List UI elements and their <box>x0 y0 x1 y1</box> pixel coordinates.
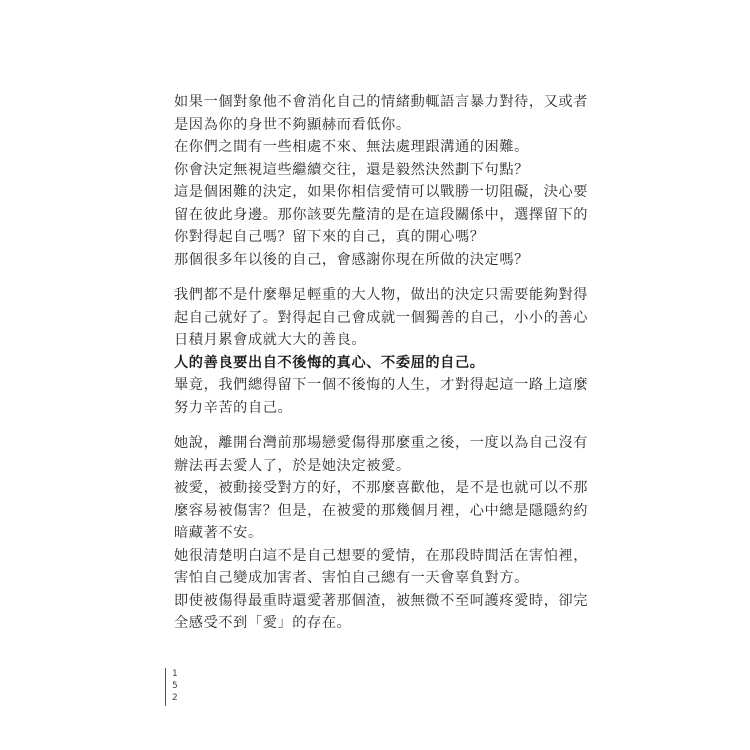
text-line: 我們都不是什麼舉足輕重的大人物，做出的決定只需要能夠對得 <box>174 287 589 303</box>
text-line: 努力辛苦的自己。 <box>174 399 293 416</box>
text-line: 那個很多年以後的自己，會感謝你現在所做的決定嗎？ <box>174 251 529 268</box>
text-line: 即使被傷得最重時還愛著那個渣，被無微不至呵護疼愛時，卻完 <box>174 592 589 609</box>
text-line: 在你們之間有一些相處不來、無法處理跟溝通的困難。 <box>174 139 529 155</box>
text-line: 如果一個對象他不會消化自己的情緒動輒語言暴力對待，又或者 <box>174 94 589 110</box>
text-line: 你對得起自己嗎？留下來的自己，真的開心嗎？ <box>174 229 485 245</box>
text-line: 害怕自己變成加害者、害怕自己總有一天會辜負對方。 <box>174 570 529 586</box>
paragraph <box>174 284 594 419</box>
page-number <box>165 668 186 706</box>
text-line: 這是個困難的決定，如果你相信愛情可以戰勝一切阻礙，決心要 <box>174 184 589 200</box>
paragraph <box>174 432 594 635</box>
text-line: 被愛，被動接受對方的好，不那麼喜歡他，是不是也就可以不那 <box>174 480 589 496</box>
page-number-digit: 5 <box>172 681 178 691</box>
text-line: 起自己就好了。對得起自己會成就一個獨善的自己，小小的善心 <box>174 309 589 326</box>
text-line: 日積月累會成就大大的善良。 <box>174 332 367 348</box>
text-line: 她很清楚明白這不是自己想要的愛情，在那段時間活在害怕裡， <box>174 547 589 564</box>
text-line: 辦法再去愛人了，於是她決定被愛。 <box>174 457 411 474</box>
paragraph <box>174 91 594 271</box>
body-text <box>174 91 594 648</box>
text-line: 暗藏著不安。 <box>174 525 263 541</box>
text-line: 留在彼此身邊。那你該要先釐清的是在這段關係中，選擇留下的 <box>174 206 589 223</box>
text-line: 麼容易被傷害？但是，在被愛的那幾個月裡，心中總是隱隱約約 <box>174 502 589 519</box>
text-line: 畢竟，我們總得留下一個不後悔的人生，才對得起這一路上這麼 <box>174 377 589 393</box>
text-line: 她說，離開台灣前那場戀愛傷得那麼重之後，一度以為自己沒有 <box>174 435 589 451</box>
page-number-digit: 1 <box>172 669 178 679</box>
text-line: 是因為你的身世不夠顯赫而看低你。 <box>174 116 411 133</box>
text-line: 你會決定無視這些繼續交往，還是毅然決然劃下句點？ <box>174 161 529 178</box>
text-line: 全感受不到「愛」的存在。 <box>174 615 352 631</box>
page-number-digit: 2 <box>172 693 178 703</box>
emphasized-line: 人的善良要出自不後悔的真心、不委屈的自己。 <box>174 354 485 371</box>
